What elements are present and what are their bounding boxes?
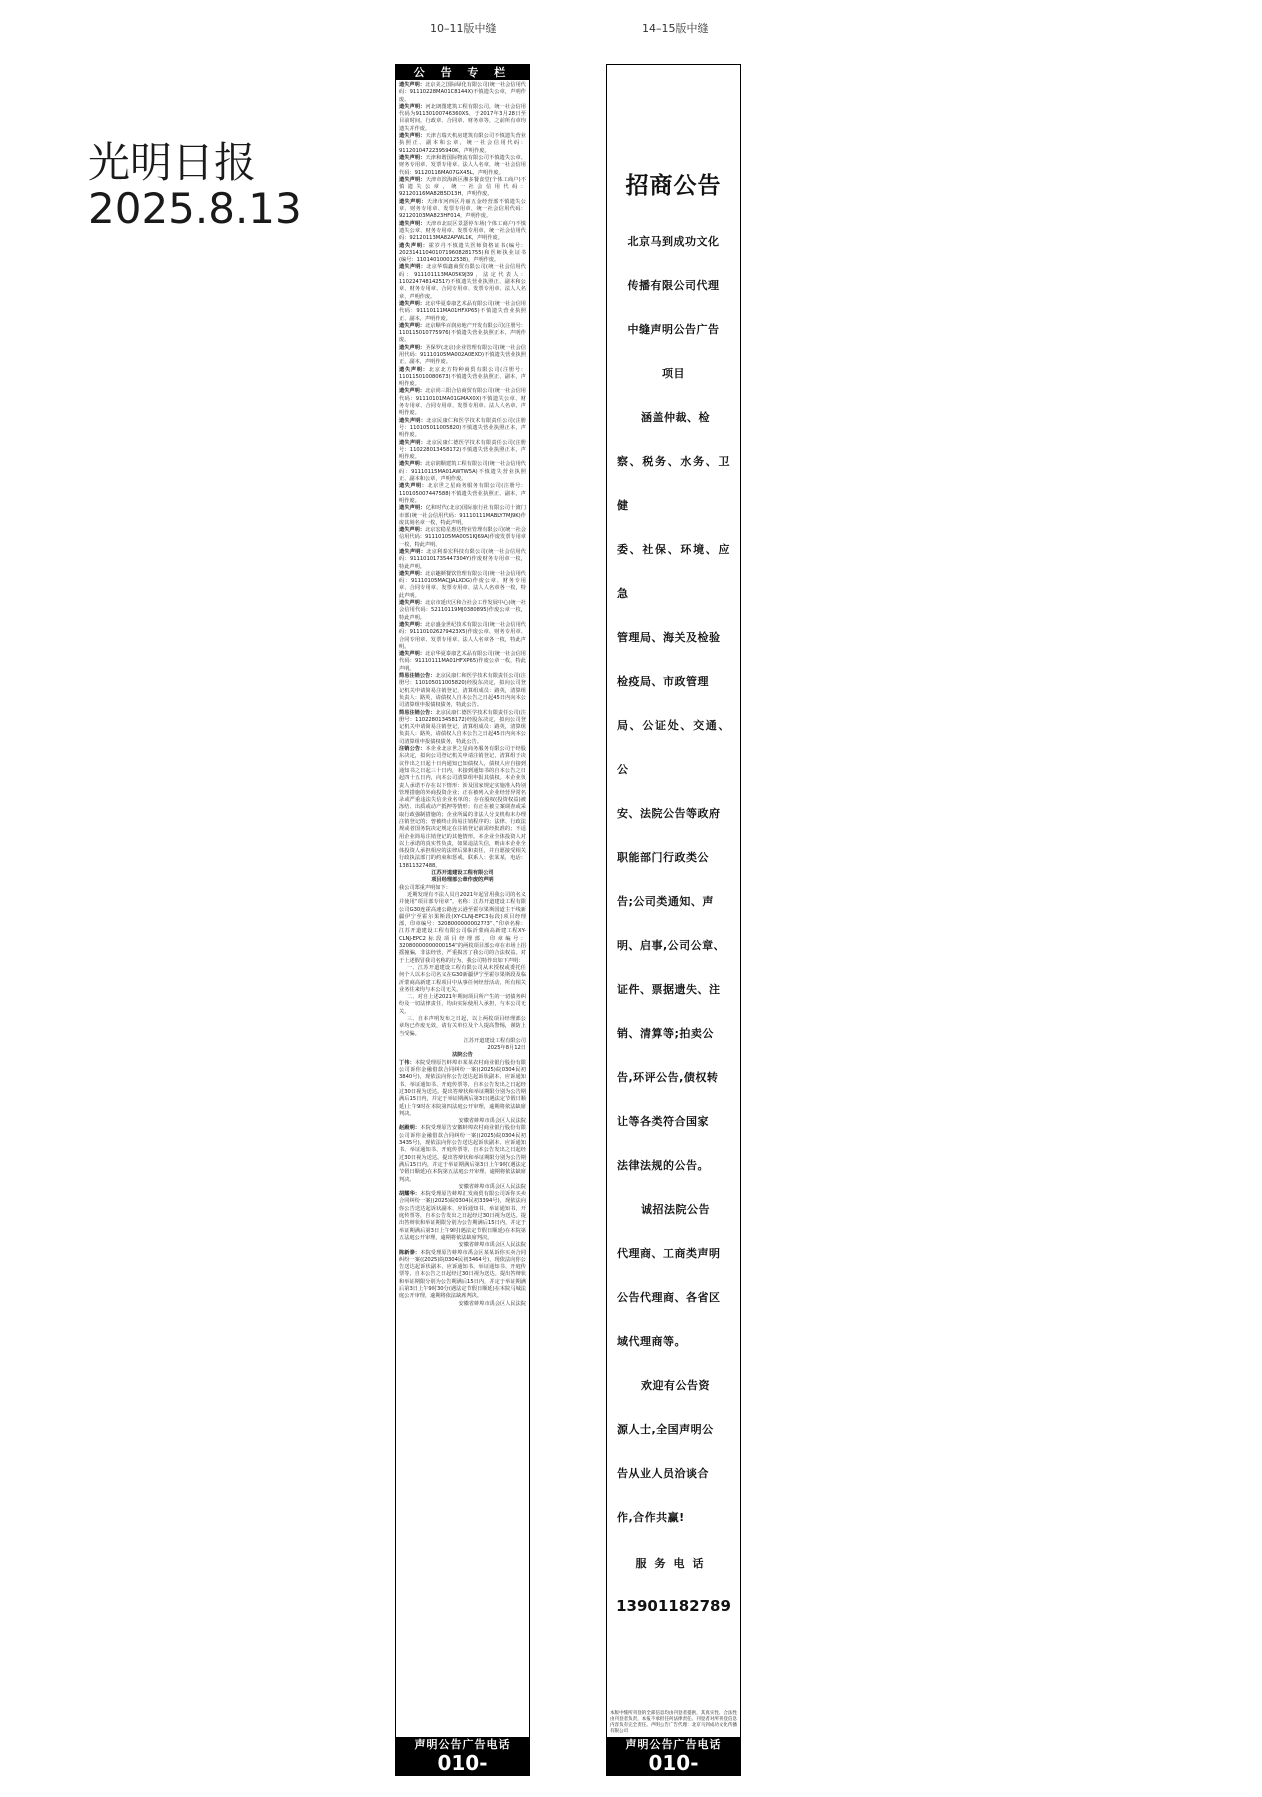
notice-text: 北京世之星商务服务有限公司(注册号：110105007447588)不慎遗失营业执照正、副本，声明作废。	[399, 483, 526, 504]
ad-paragraph-line: 证件、票据遗失、注	[617, 983, 721, 996]
footer-phone: 010-67616666	[617, 1751, 730, 1797]
notice-kind: 遗失声明：	[399, 461, 426, 468]
notice-kind: 简易注销公告：	[399, 709, 436, 716]
notice-item	[399, 1060, 526, 1118]
notice-item	[399, 345, 526, 367]
notice-text: 圣保罗(北京)企业管理有限公司(统一社会信用代码：91110105MA002A0EXD)不慎遗失营业执照正、副本，声明作废。	[399, 344, 526, 366]
ad-paragraph-line: 察、税务、水务、卫健	[617, 455, 730, 512]
notice-item	[399, 549, 526, 571]
notice-kind: 遗失声明：	[399, 570, 426, 577]
ad-paragraph-line: 委、社保、环境、应急	[617, 543, 730, 600]
notice-text: 本院受理原告安徽蚌埠农村商业银行股份有限公司诉你金融借款合同纠纷一案((2025)皖0304民初3435号)，现依法向你公告送达起诉状副本、应诉通知书、举证通知书、开庭传票等，自本公告发出之日起经过30日视为送达。提出答辩状和举证期限分别为公告期满后15日内，并定于举证期满后第3日上午9时(遇法定节假日顺延)在本院第五法庭公开审理，逾期将依法缺席判决。	[399, 1125, 526, 1183]
notice-kind: 丁伟：	[399, 1059, 415, 1066]
notice-text: 北京民康仁和医学技术有限责任公司(注册号：110105011005820)不慎遗失营业执照正本，声明作废。	[399, 417, 526, 439]
notice-text: 北京润顺建筑工程有限公司(统一社会信用代码：91110115MA01AWTW5A)不慎遗失营业执照正、副本和公章，声明作废。	[399, 461, 526, 483]
notice-column-footer	[396, 1737, 529, 1797]
notice-item	[399, 1242, 526, 1249]
notice-kind: 遗失声明：	[399, 154, 426, 161]
notice-kind: 遗失声明：	[399, 600, 426, 607]
notice-item	[399, 177, 526, 199]
notice-kind: 遗失声明：	[399, 344, 426, 351]
notice-kind: 遗失声明：	[399, 133, 426, 140]
notice-item	[399, 82, 526, 104]
notice-kind: 注销公告：	[399, 746, 426, 753]
notice-kind: 遗失声明：	[399, 220, 426, 227]
notice-item	[399, 877, 526, 884]
notice-text: 安徽省蚌埠市禹会区人民法院	[458, 1242, 526, 1249]
notice-item	[399, 1016, 526, 1038]
footer-label: 声明公告广告电话	[625, 1738, 722, 1751]
notice-item	[399, 527, 526, 549]
notice-text: 近期发现有不法人员自2021年起冒用我公司的名义并使用“项目部专用章”，名称：江苏开道建设工程有限公司G30连霍高速公路连云港至霍尔果斯国道主干线新疆伊宁至霍尔果斯段(XY-CLNJ-EPC3标段)项目经理部，印章编号：32080000000027?3“、”印章名称：江苏开道建设工程有限公司临沂蒙商高新建工程XY-CLNJ-EPC2标段项目经理部，印章编号：32080000000000154“的两枚项目部公章在市场上招摇撞骗，非法经营，严重损害了我公司的合法权益。对于上述假冒我司名称的行为，我公司特作出如下声明：	[399, 891, 526, 964]
notice-text: 北京民康仁德医学技术有限责任公司(注册号：110228013458172)经股东决定，拟向公司登记机关申请简易注销登记，清算组成员：路英，清算组负责人：路英，请债权人自本公告之日起45日内向本公司清算组申报债权债务，特此公告。	[399, 709, 526, 745]
notice-text: 三、自本声明发布之日起，以上两枚项目经理部公章均已作废无效，请有关单位及个人提高警惕，谨防上当受骗。	[399, 1016, 526, 1037]
notice-item	[399, 673, 526, 709]
ad-line: 项目	[662, 367, 685, 380]
notice-text: 安徽省蚌埠市禹会区人民法院	[458, 1118, 526, 1125]
ad-paragraph-line: 法律法规的公告。	[617, 1159, 709, 1172]
notice-kind: 遗失声明：	[399, 417, 427, 424]
footer-label: 声明公告广告电话	[414, 1738, 511, 1751]
notice-text: 霍岁丹不慎遗失医师资格证书(编号：2023141104010719608281755)和医师执业证书(编号：110140100012538)，声明作废。	[399, 242, 526, 264]
notice-kind: 遗失声明：	[399, 242, 429, 249]
ad-paragraph-recruit	[617, 1188, 730, 1364]
ad-paragraph-line: 局、公证处、交通、公	[617, 719, 730, 776]
notice-text: 天津市滨海新区湘多餐食堂(个体工商户)不慎遗失公章，统一社会信用代码：92120116MA82B5D13H，声明作废。	[399, 176, 526, 198]
ad-body	[607, 65, 740, 1737]
notice-item	[399, 418, 526, 440]
ad-paragraph-line: 让等各类符合国家	[617, 1115, 709, 1128]
notice-item	[399, 710, 526, 746]
notice-text: 安徽省蚌埠市禹会区人民法院	[458, 1183, 526, 1190]
notice-kind: 遗失声明：	[399, 82, 426, 88]
fold-label-right: 14–15版中缝	[642, 22, 709, 35]
ad-paragraph-line: 域代理商等。	[617, 1335, 686, 1348]
ad-paragraph-line: 告,环评公告,债权转	[617, 1071, 719, 1084]
notice-text: 北京利泰宏科技有限公司(统一社会信用代码：91110101735447304Y)作废财务专用章一枚，特此声明。	[399, 549, 526, 570]
ad-line: 传播有限公司代理	[627, 279, 720, 292]
notice-item	[399, 483, 526, 505]
notice-text: 天津市河西区丹丽五金经营部不慎遗失公章、财务专用章、发票专用章，统一社会信用代码：92120103MA823HF014，声明作废。	[399, 198, 526, 220]
ad-paragraph-line: 职能部门行政类公	[617, 851, 709, 864]
notice-item	[399, 301, 526, 323]
notice-item	[399, 885, 526, 892]
notice-item	[399, 994, 526, 1016]
notice-text: 北京北方特种商贸有限公司(注册号：110115010080673)不慎遗失营业执照正、副本，声明作废。	[399, 366, 526, 388]
notice-text: 二、对自上述2021年期间项目所产生的一切债务纠纷及一切法律责任，均由实际使用人承担，与本公司无关。	[399, 994, 526, 1015]
notice-item	[399, 104, 526, 133]
notice-text: 江苏开道建设工程有限公司	[431, 870, 494, 877]
notice-text: 北京民康仁德医学技术有限责任公司(注册号：110228013458172)不慎遗失营业执照正本，声明作废。	[399, 439, 526, 461]
issue-date: 2025.8.13	[88, 184, 302, 233]
notice-kind: 赵殿明：	[399, 1125, 421, 1132]
notice-kind: 遗失声明：	[399, 300, 426, 307]
notice-item	[399, 388, 526, 417]
notice-kind: 遗失声明：	[399, 527, 426, 534]
ad-paragraph-line: 明、启事,公司公章、	[617, 939, 726, 952]
ad-paragraph-line: 代理商、工商类声明	[617, 1247, 721, 1260]
notice-kind: 遗失声明：	[399, 505, 426, 512]
notice-text: 北京华夏泰康艺术品有限公司(统一社会信用代码：91110111MA01HFXP65)不慎遗失营业执照正、副本，声明作废。	[399, 300, 526, 322]
notice-item	[399, 1301, 526, 1308]
notice-item	[399, 133, 526, 155]
notice-text: 法院公告	[452, 1052, 473, 1059]
ad-paragraph-line: 公告代理商、各省区	[617, 1291, 721, 1304]
notice-text: 北京盛金世纪技术有限公司(统一社会信用代码：9111010262?9423X5)作废公章、财务专用章、合同专用章、发票专用章、法人人名章各一枚，特此声明。	[399, 621, 526, 650]
ad-paragraph-line: 销、清算等;拍卖公	[617, 1027, 714, 1040]
notice-kind: 遗失声明：	[399, 322, 426, 329]
ad-line: 中缝声明公告广告	[627, 323, 720, 336]
notice-kind: 遗失声明：	[399, 388, 426, 395]
footer-phone: 010-67616666	[406, 1751, 519, 1797]
notice-kind: 遗失声明：	[399, 366, 429, 373]
notice-text: 北京顺华百润房地产开发有限公司(注册号：110115010775976)不慎遗失营业执照正本，声明作废。	[399, 322, 526, 344]
ad-title: 招商公告	[625, 173, 722, 199]
service-phone-label: 服务电话	[635, 1557, 712, 1570]
ad-paragraph-line: 欢迎有公告资	[641, 1379, 710, 1392]
ad-paragraph-line: 诚招法院公告	[641, 1203, 710, 1216]
notice-text: 项目经理部公章作废的声明	[431, 877, 494, 884]
notice-text: 江苏开道建设工程有限公司	[463, 1037, 526, 1044]
notice-item	[399, 461, 526, 483]
notice-kind: 遗失声明：	[399, 198, 427, 205]
notice-item	[399, 571, 526, 600]
notice-text: 本院受理原告蚌埠汇发商贸有限公司诉你买卖合同纠纷一案((2025)皖0304民初3394号)，现依法向你公告送达起诉状副本、应诉通知书、举证通知书、开庭传票等，自本公告发出之日起经过30日视为送达。提出答辩状和举证期限分别为公告期满后15日内，并定于举证期满后第3日上午9时(遇法定节假日顺延)在本院第五法庭公开审理，逾期将依法缺席判决。	[399, 1191, 526, 1241]
notice-text: 北京趣颜餐饮管理有限公司(统一社会信用代码：91110105MACJJALXDG)作废公章、财务专用章、合同专用章、发票专用章、法人人名章各一枚，特此声明。	[399, 570, 526, 599]
notice-list	[396, 80, 529, 1737]
ad-paragraph-welcome	[617, 1364, 730, 1540]
notice-kind: 胡耀华：	[399, 1191, 421, 1198]
ad-column-footer	[607, 1737, 740, 1797]
notice-item	[399, 892, 526, 965]
notice-item	[399, 155, 526, 177]
notice-kind: 遗失声明：	[399, 651, 426, 658]
ad-paragraph-line: 安、法院公告等政府	[617, 807, 721, 820]
ad-text	[607, 220, 740, 1540]
notice-column	[395, 64, 530, 1797]
notice-kind: 遗失声明：	[399, 264, 427, 271]
notice-item	[399, 1250, 526, 1301]
notice-item	[399, 622, 526, 651]
notice-kind: 遗失声明：	[399, 176, 426, 183]
notice-text: 北京美之国际绿化有限公司(统一社会信用代码：91110228MA01C8144X)不慎遗失公章，声明作废。	[399, 82, 526, 103]
notice-text: 本企业北京世之星商务服务有限公司于经股东决定，拟向公司登记机关申请注销登记，清算组于决议作出之日起十日内通知已知债权人，债权人应自接到通知书之日起三十日内，未接到通知书的自本公告之日起四十五日内，向本公司清算组申报其债权。本企业负责人承诺不存在以下情形：涉及国家规定实施准入特别管理措施的外商投资企业；正在被列入企业经营异常名录或严重违法失信企业名单的；存在股权(投资权益)被冻结、出质或动产抵押等情形；有正在被立案调查或采取行政强制措施的；企业所属的非法人分支机构未办理注销登记的；曾被终止简易注销程序的；法律、行政法规或者国务院决定规定在注销登记前需经批准的；不适用企业简易注销登记的其他情形。本企业全体投资人对以上承诺的真实性负责，如果违法失信，则由本企业全体投资人承担相应的法律后果和责任，并自愿接受相关行政执法部门的约束和惩戒。联系人：张某某，电话：13811327488。	[399, 746, 526, 869]
notice-text: 本院受理原告蚌埠市禹会区某某诉你买卖合同纠纷一案((2025)皖0304民初3464号)，现依法向你公告送达起诉状副本、应诉通知书、举证通知书、开庭传票等，自本公告之日起经过30日视为送达。提出答辩状和举证期限分别为公告期满后15日内，并定于举证期满后第3日上午9时30分(遇法定节假日顺延)在本院马城法庭公开审理，逾期将依法缺席判决。	[399, 1249, 526, 1300]
notice-kind: 简易注销公告：	[399, 673, 436, 680]
ad-paragraph-scope	[617, 396, 730, 1188]
notice-item	[399, 323, 526, 345]
notice-text: 北京宏稳星惠达物业管理有限公司(统一社会信用代码：91110105MA0051KJ69A)作废发票专用章一枚，特此声明。	[399, 527, 526, 548]
newspaper-title: 光明日报	[88, 138, 257, 187]
ad-line: 北京马到成功文化	[627, 235, 720, 248]
notice-text: 2025年8月12日	[487, 1045, 526, 1052]
notice-item	[399, 440, 526, 462]
notice-kind: 遗失声明：	[399, 439, 427, 446]
notice-item	[399, 243, 526, 265]
ad-paragraph-line: 源人士,全国声明公	[617, 1423, 714, 1436]
ad-paragraph-line: 告;公司类通知、声	[617, 895, 714, 908]
notice-text: 我公司郑重声明如下：	[399, 884, 451, 891]
notice-kind: 遗失声明：	[399, 549, 427, 555]
notice-text: 北京华瑞鑫商贸有限公司(统一社会信用代码：911101113MA05K9J39，法定代表人：11022474814251?)不慎遗失营业执照正、副本和公章、财务专用章、合同专用章、发票专用章、法人人名章，声明作废。	[399, 264, 526, 300]
notice-item	[399, 367, 526, 389]
notice-item	[399, 1191, 526, 1242]
ad-column	[606, 64, 741, 1797]
notice-text: 亿和时代(北京)国际旅行社有限公司十渡门市部(统一社会信用代码：91110111MABLY7MJ9K)作废其刻名章一枚，特此声明。	[399, 505, 526, 526]
notice-item	[399, 1052, 526, 1059]
ad-paragraph-line: 涵盖仲裁、检	[641, 411, 710, 424]
notice-kind: 遗失声明：	[399, 483, 428, 490]
notice-text: 天津吉瑞天机房建筑有限公司不慎遗失营业执照正、副本和公章，统一社会信用代码：91120104722395940K，声明作废。	[399, 133, 526, 154]
notice-item	[399, 600, 526, 622]
notice-text: 安徽省蚌埠市禹会区人民法院	[458, 1300, 526, 1307]
notice-item	[399, 221, 526, 243]
ad-paragraph-line: 检疫局、市政管理	[617, 675, 709, 688]
notice-text: 天津和谐国际物流有限公司不慎遗失公章、财务专用章、发票专用章、法人人名章，统一社会信用代码：91120116MA07GX45L，声明作废。	[399, 154, 526, 176]
notice-item	[399, 1125, 526, 1183]
notice-item	[399, 651, 526, 673]
notice-text: 北京尚三阳合信商贸有限公司(统一社会信用代码：91110101MA01GMAX0X)不慎遗失公章、财务专用章、合同专用章、发票专用章、法人人名章，声明作废。	[399, 388, 526, 417]
notice-kind: 陈新泰：	[399, 1249, 421, 1256]
notice-text: 河北朗图建筑工程有限公司，统一社会信用代码为91130100746360XS，于2017年3月28日至目前时间，行政章、合同章、财务章等，之前所有章均遗失并作废。	[399, 103, 526, 132]
notice-item	[399, 505, 526, 527]
notice-column-header: 公 告 专 栏	[396, 65, 529, 80]
notice-text: 北京华夏泰康艺术品有限公司(统一社会信用代码：91110111MA01HFXP65)作废公章一枚，特此声明。	[399, 651, 526, 672]
ad-paragraph-line: 告从业人员洽谈合	[617, 1467, 709, 1480]
fold-label-left: 10–11版中缝	[430, 22, 497, 35]
ad-paragraph-line: 作,合作共赢!	[617, 1511, 685, 1524]
notice-text: 北京民康仁和医学技术有限责任公司(注册号：110105011005820)经股东决定，拟向公司登记机关申请简易注销登记，清算组成员：路英，清算组负责人：路英，请债权人自本公告之日起45日内向本公司清算组申报债权债务，特此公告。	[399, 673, 526, 709]
notice-kind: 遗失声明：	[399, 621, 426, 628]
notice-item	[399, 199, 526, 221]
ad-paragraph-line: 管理局、海关及检验	[617, 631, 721, 644]
notice-item	[399, 965, 526, 994]
notice-text: 北京市延庆区和合社会工作发展中心(统一社会信用代码：52110119MJ0380895)作废公章一枚，特此声明。	[399, 600, 526, 621]
notice-item	[399, 746, 526, 870]
notice-kind: 遗失声明：	[399, 103, 426, 110]
notice-text: 本院受理原告蚌埠市某某农村商业银行股份有限公司诉你金融借款合同纠纷一案((2025)皖0304民初3840号)，现依法向你公告送达起诉状副本、应诉通知书、举证通知书、开庭传票等，自本公告发出之日起经过30日视为送达。提出答辩状和举证期限分别为公告期满后15日内，并定于举证期满后第3日(遇法定节假日顺延)上午9时在本院第四法庭公开审理，逾期将依法缺席判决。	[399, 1059, 526, 1117]
ad-fineprint: 本版中缝所刊登的全部信息均由刊登者提供，其真实性、合法性由刊登者负责，本报不承担任何法律责任。刊登者对所刊登信息内容负有完全责任。声明公告广告代理：北京马到成功文化传播有限公司	[610, 1711, 737, 1734]
notice-text: 一、江苏开道建设工程有限公司从未授权或委托任何个人以本公司名义在G30新疆伊宁至霍尔果斯段及临沂蒙商高新建工程项目中从事任何经营活动，所有相关业务往来均与本公司无关。	[399, 964, 526, 993]
notice-item	[399, 264, 526, 300]
service-phone: 13901182789	[616, 1597, 731, 1615]
notice-text: 天津市北辰区景瑟停车场(个体工商户)不慎遗失公章、财务专用章、发票专用章，统一社会信用代码：92120113MA82APWL1K，声明作废。	[399, 220, 526, 242]
